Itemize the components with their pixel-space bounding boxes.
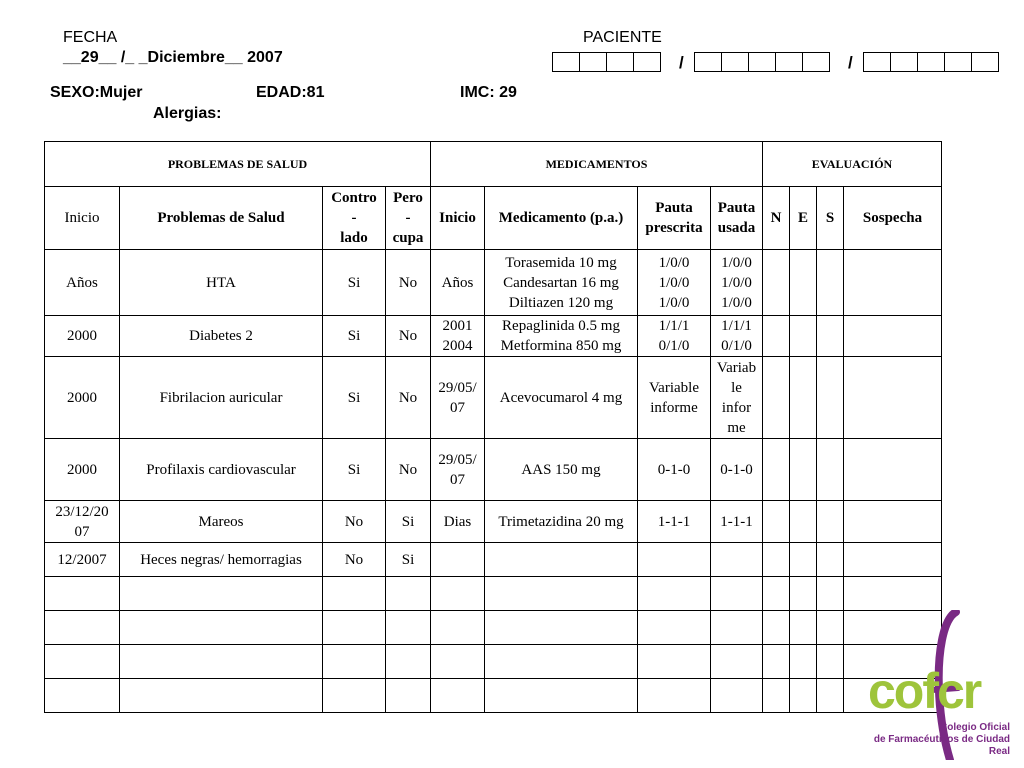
column-header: S (817, 187, 844, 250)
column-header: Pauta prescrita (638, 187, 711, 250)
table-cell[interactable] (711, 645, 763, 679)
health-problems-table (44, 141, 942, 713)
table-cell[interactable]: 1/1/1 0/1/0 (638, 316, 711, 357)
column-header: E (790, 187, 817, 250)
table-cell[interactable] (120, 679, 323, 713)
table-row (45, 250, 942, 316)
table-cell[interactable] (763, 611, 790, 645)
table-cell[interactable]: 29/05/ 07 (431, 439, 485, 501)
table-cell[interactable] (386, 645, 431, 679)
table-cell[interactable] (485, 679, 638, 713)
table-cell[interactable] (790, 316, 817, 357)
table-cell[interactable] (485, 543, 638, 577)
table-cell[interactable]: Si (323, 250, 386, 316)
table-cell[interactable]: Fibrilacion auricular (120, 357, 323, 439)
table-cell[interactable] (763, 577, 790, 611)
table-cell[interactable]: 2000 (45, 439, 120, 501)
fecha-value: __29__ /_ _Diciembre__ 2007 (63, 49, 283, 66)
table-cell[interactable] (638, 679, 711, 713)
table-cell[interactable]: 1-1-1 (711, 501, 763, 543)
paciente-id-box-1[interactable] (552, 52, 660, 74)
paciente-id-box-3[interactable] (863, 52, 998, 74)
table-cell[interactable] (711, 543, 763, 577)
table-cell[interactable]: Torasemida 10 mg Candesartan 16 mg Diltiazen 120 mg (485, 250, 638, 316)
table-cell[interactable] (817, 250, 844, 316)
paciente-label: PACIENTE (583, 29, 662, 46)
table-cell[interactable] (817, 611, 844, 645)
table-cell[interactable] (763, 645, 790, 679)
table-cell[interactable]: No (386, 250, 431, 316)
table-cell[interactable]: 1-1-1 (638, 501, 711, 543)
table-cell[interactable]: No (323, 501, 386, 543)
edad: EDAD:81 (256, 84, 325, 101)
table-cell[interactable]: Dias (431, 501, 485, 543)
table-cell[interactable] (323, 611, 386, 645)
table-cell[interactable]: 1/0/0 1/0/0 1/0/0 (711, 250, 763, 316)
column-header: N (763, 187, 790, 250)
table-cell[interactable]: Si (386, 543, 431, 577)
table-cell[interactable]: No (386, 357, 431, 439)
table-row (45, 611, 942, 645)
table-cell[interactable]: 29/05/ 07 (431, 357, 485, 439)
table-cell[interactable] (485, 577, 638, 611)
table-cell[interactable]: 2000 (45, 357, 120, 439)
table-cell[interactable]: AAS 150 mg (485, 439, 638, 501)
table-cell[interactable] (431, 679, 485, 713)
table-cell[interactable] (790, 577, 817, 611)
table-cell[interactable] (763, 543, 790, 577)
table-cell[interactable] (323, 645, 386, 679)
table-row (45, 501, 942, 543)
table-cell[interactable] (763, 501, 790, 543)
table-cell[interactable]: Variable informe (638, 357, 711, 439)
table-cell[interactable] (763, 250, 790, 316)
table-cell[interactable]: Si (323, 439, 386, 501)
logo-wordmark: cofcr (868, 663, 981, 719)
table-cell[interactable] (763, 316, 790, 357)
table-row (45, 679, 942, 713)
table-cell[interactable]: No (386, 316, 431, 357)
table-cell[interactable] (790, 439, 817, 501)
table-cell[interactable] (386, 679, 431, 713)
table-cell[interactable] (120, 611, 323, 645)
table-cell[interactable] (817, 357, 844, 439)
table-cell[interactable] (790, 611, 817, 645)
section-problemas-de-salud: PROBLEMAS DE SALUD (45, 142, 431, 187)
cofcr-logo (850, 610, 1010, 760)
table-cell[interactable]: 12/2007 (45, 543, 120, 577)
fecha-label: FECHA (63, 29, 118, 46)
table-cell[interactable]: 23/12/20 07 (45, 501, 120, 543)
table-cell[interactable] (817, 501, 844, 543)
table-cell[interactable]: Si (323, 316, 386, 357)
table-cell[interactable] (120, 645, 323, 679)
table-cell[interactable]: 2001 2004 (431, 316, 485, 357)
table-cell[interactable]: Acevocumarol 4 mg (485, 357, 638, 439)
table-cell[interactable] (711, 611, 763, 645)
table-cell[interactable] (844, 316, 942, 357)
table-cell[interactable]: 1/0/0 1/0/0 1/0/0 (638, 250, 711, 316)
table-cell[interactable] (485, 611, 638, 645)
column-header: Pero - cupa (386, 187, 431, 250)
table-cell[interactable] (711, 679, 763, 713)
table-cell[interactable]: Años (431, 250, 485, 316)
table-cell[interactable] (844, 439, 942, 501)
table-cell[interactable] (790, 645, 817, 679)
table-cell[interactable] (844, 357, 942, 439)
paciente-separator-1: / (679, 53, 684, 72)
table-row (45, 357, 942, 439)
table-cell[interactable] (817, 543, 844, 577)
table-cell[interactable]: Mareos (120, 501, 323, 543)
table-cell[interactable] (844, 577, 942, 611)
imc: IMC: 29 (460, 84, 517, 101)
table-cell[interactable] (431, 645, 485, 679)
column-header: Problemas de Salud (120, 187, 323, 250)
logo-caption: Colegio Oficial de Farmacéuticos de Ciudad Real (873, 722, 1010, 757)
table-cell[interactable] (790, 250, 817, 316)
table-cell[interactable] (638, 577, 711, 611)
table-cell[interactable] (790, 679, 817, 713)
table-cell[interactable] (45, 577, 120, 611)
table-cell[interactable] (817, 316, 844, 357)
column-header: Inicio (431, 187, 485, 250)
table-cell[interactable]: 0-1-0 (638, 439, 711, 501)
table-cell[interactable] (120, 577, 323, 611)
table-cell[interactable]: Trimetazidina 20 mg (485, 501, 638, 543)
column-header: Medicamento (p.a.) (485, 187, 638, 250)
section-evaluacion: EVALUACIÓN (763, 142, 942, 187)
table-cell[interactable] (431, 577, 485, 611)
column-header: Sospecha (844, 187, 942, 250)
table-cell[interactable]: Diabetes 2 (120, 316, 323, 357)
table-cell[interactable] (844, 543, 942, 577)
table-cell[interactable] (817, 679, 844, 713)
table-cell[interactable]: No (323, 543, 386, 577)
alergias: Alergias: (153, 105, 222, 122)
table-cell[interactable] (817, 645, 844, 679)
table-cell[interactable] (844, 501, 942, 543)
table-cell[interactable] (790, 357, 817, 439)
table-cell[interactable]: 2000 (45, 316, 120, 357)
table-cell[interactable]: HTA (120, 250, 323, 316)
table-row (45, 316, 942, 357)
table-cell[interactable] (638, 611, 711, 645)
table-cell[interactable] (485, 645, 638, 679)
table-cell[interactable]: 0-1-0 (711, 439, 763, 501)
table-row (45, 577, 942, 611)
table-cell[interactable] (431, 543, 485, 577)
table-cell[interactable] (763, 679, 790, 713)
table-cell[interactable] (323, 577, 386, 611)
table-cell[interactable] (45, 611, 120, 645)
section-medicamentos: MEDICAMENTOS (431, 142, 763, 187)
table-cell[interactable] (763, 439, 790, 501)
table-cell[interactable]: Si (386, 501, 431, 543)
table-row (45, 543, 942, 577)
table-cell[interactable] (711, 577, 763, 611)
table-cell[interactable] (638, 543, 711, 577)
table-cell[interactable]: Si (323, 357, 386, 439)
table-cell[interactable]: No (386, 439, 431, 501)
table-cell[interactable] (790, 543, 817, 577)
table-cell[interactable]: Heces negras/ hemorragias (120, 543, 323, 577)
table-cell[interactable] (45, 679, 120, 713)
table-cell[interactable]: Repaglinida 0.5 mg Metformina 850 mg (485, 316, 638, 357)
table-cell[interactable] (386, 577, 431, 611)
table-cell[interactable] (844, 250, 942, 316)
table-cell[interactable] (817, 439, 844, 501)
table-row (45, 645, 942, 679)
table-cell[interactable] (638, 645, 711, 679)
table-cell[interactable] (45, 645, 120, 679)
table-cell[interactable] (790, 501, 817, 543)
table-cell[interactable]: Variab le infor me (711, 357, 763, 439)
table-cell[interactable] (817, 577, 844, 611)
table-cell[interactable]: 1/1/1 0/1/0 (711, 316, 763, 357)
column-header: Inicio (45, 187, 120, 250)
table-cell[interactable]: Profilaxis cardiovascular (120, 439, 323, 501)
table-cell[interactable] (763, 357, 790, 439)
column-header: Contro - lado (323, 187, 386, 250)
table-cell[interactable] (431, 611, 485, 645)
column-header: Pauta usada (711, 187, 763, 250)
table-cell[interactable]: Años (45, 250, 120, 316)
table-row (45, 439, 942, 501)
table-cell[interactable] (386, 611, 431, 645)
sexo: SEXO:Mujer (50, 84, 143, 101)
table-cell[interactable] (323, 679, 386, 713)
paciente-separator-2: / (848, 53, 853, 72)
paciente-id-box-2[interactable] (694, 52, 829, 74)
